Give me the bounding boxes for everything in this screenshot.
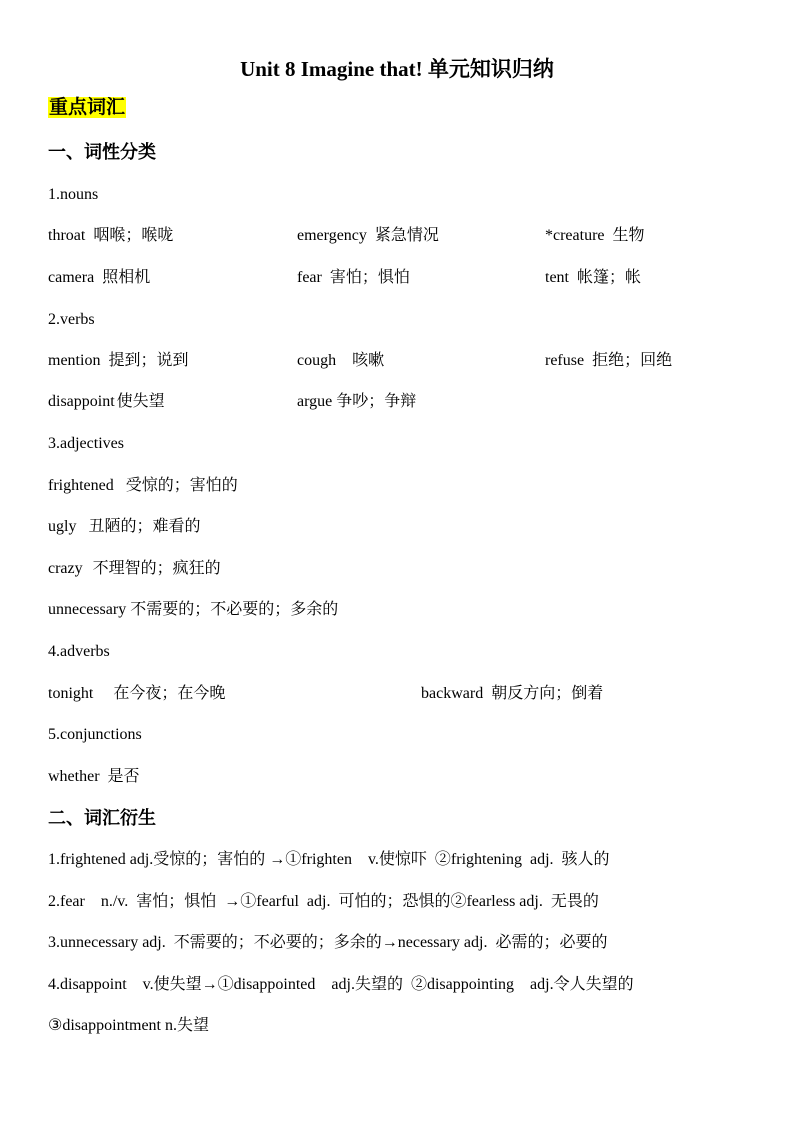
vocab-word: tonight: [48, 685, 94, 702]
vocab-entry: [48, 517, 200, 537]
vocab-word: cough: [297, 352, 337, 369]
vocab-word: backward: [421, 685, 484, 702]
vocab-meaning: 不理智的；疯狂的: [92, 560, 221, 577]
vocab-word: *creature: [545, 227, 605, 244]
vocab-meaning: 紧急情况: [374, 227, 439, 244]
vocab-word: mention: [48, 352, 101, 369]
page-title: Unit 8 Imagine that! 单元知识归纳: [240, 57, 554, 81]
vocab-word: fear: [297, 269, 322, 286]
vocab-entry: [545, 226, 645, 246]
key-vocab-heading: 重点词汇: [49, 97, 126, 118]
vocab-entry: [297, 351, 384, 371]
vocab-entry: [48, 559, 221, 579]
adjectives-label: 3.adjectives: [48, 435, 124, 452]
part2-heading: 二、词汇衍生: [48, 808, 156, 828]
vocab-entry: [421, 684, 603, 704]
vocab-meaning: 照相机: [102, 269, 151, 286]
vocab-word: refuse: [545, 352, 585, 369]
vocab-entry: [48, 476, 238, 496]
vocab-word: argue: [297, 393, 333, 410]
vocab-word: crazy: [48, 560, 83, 577]
derivation-line: 4.disappoint v.使失望→①disappointed adj.失望的 ②disappointing adj.令人失望的: [48, 976, 634, 993]
vocab-meaning: 争吵；争辩: [336, 393, 417, 410]
vocab-word: emergency: [297, 227, 367, 244]
vocab-word: tent: [545, 269, 569, 286]
vocab-word: camera: [48, 269, 95, 286]
vocab-meaning: 帐篷；帐: [577, 269, 642, 286]
derivation-line: 2.fear n./v. 害怕；惧怕 →①fearful adj. 可怕的；恐惧的②fearless adj. 无畏的: [48, 893, 599, 910]
vocab-meaning: 丑陋的；难看的: [88, 518, 201, 535]
vocab-meaning: 生物: [612, 227, 645, 244]
vocab-entry: [48, 392, 165, 412]
vocab-meaning: 朝反方向；倒着: [491, 685, 604, 702]
vocab-entry: [297, 392, 416, 412]
vocab-meaning: 咽喉；喉咙: [93, 227, 174, 244]
vocab-meaning: 是否: [107, 768, 140, 785]
derivation-line: 1.frightened adj.受惊的；害怕的 →①frighten v.使惊吓 ②frightening adj. 骇人的: [48, 851, 610, 868]
vocab-word: frightened: [48, 477, 114, 494]
vocab-meaning: 提到；说到: [108, 352, 189, 369]
vocab-entry: [545, 268, 641, 288]
vocab-entry: [297, 268, 410, 288]
vocab-word: throat: [48, 227, 86, 244]
nouns-label: 1.nouns: [48, 186, 99, 203]
vocab-meaning: 在今夜；在今晚: [113, 685, 226, 702]
vocab-meaning: 拒绝；回绝: [592, 352, 673, 369]
vocab-entry: [48, 767, 140, 787]
vocab-entry: [48, 600, 338, 620]
vocab-word: whether: [48, 768, 100, 785]
vocab-entry: [48, 684, 225, 704]
vocab-meaning: 使失望: [116, 393, 165, 410]
vocab-word: disappoint: [48, 393, 115, 410]
verbs-label: 2.verbs: [48, 311, 95, 328]
vocab-meaning: 害怕；惧怕: [329, 269, 410, 286]
vocab-word: unnecessary: [48, 601, 127, 618]
adverbs-label: 4.adverbs: [48, 643, 110, 660]
vocab-meaning: 咳嗽: [352, 352, 385, 369]
section-key-vocab: [48, 98, 126, 119]
derivation-line: ③disappointment n.失望: [48, 1017, 210, 1034]
vocab-meaning: 不需要的；不必要的；多余的: [130, 601, 339, 618]
vocab-entry: [545, 351, 672, 371]
vocab-meaning: 受惊的；害怕的: [125, 477, 238, 494]
vocab-entry: [48, 226, 173, 246]
vocab-word: ugly: [48, 518, 77, 535]
vocab-entry: [48, 268, 150, 288]
vocab-entry: [297, 226, 439, 246]
part1-heading: 一、词性分类: [48, 142, 156, 162]
derivation-line: 3.unnecessary adj. 不需要的；不必要的；多余的→necessary adj. 必需的；必要的: [48, 934, 608, 951]
conjunctions-label: 5.conjunctions: [48, 726, 142, 743]
vocab-entry: [48, 351, 188, 371]
